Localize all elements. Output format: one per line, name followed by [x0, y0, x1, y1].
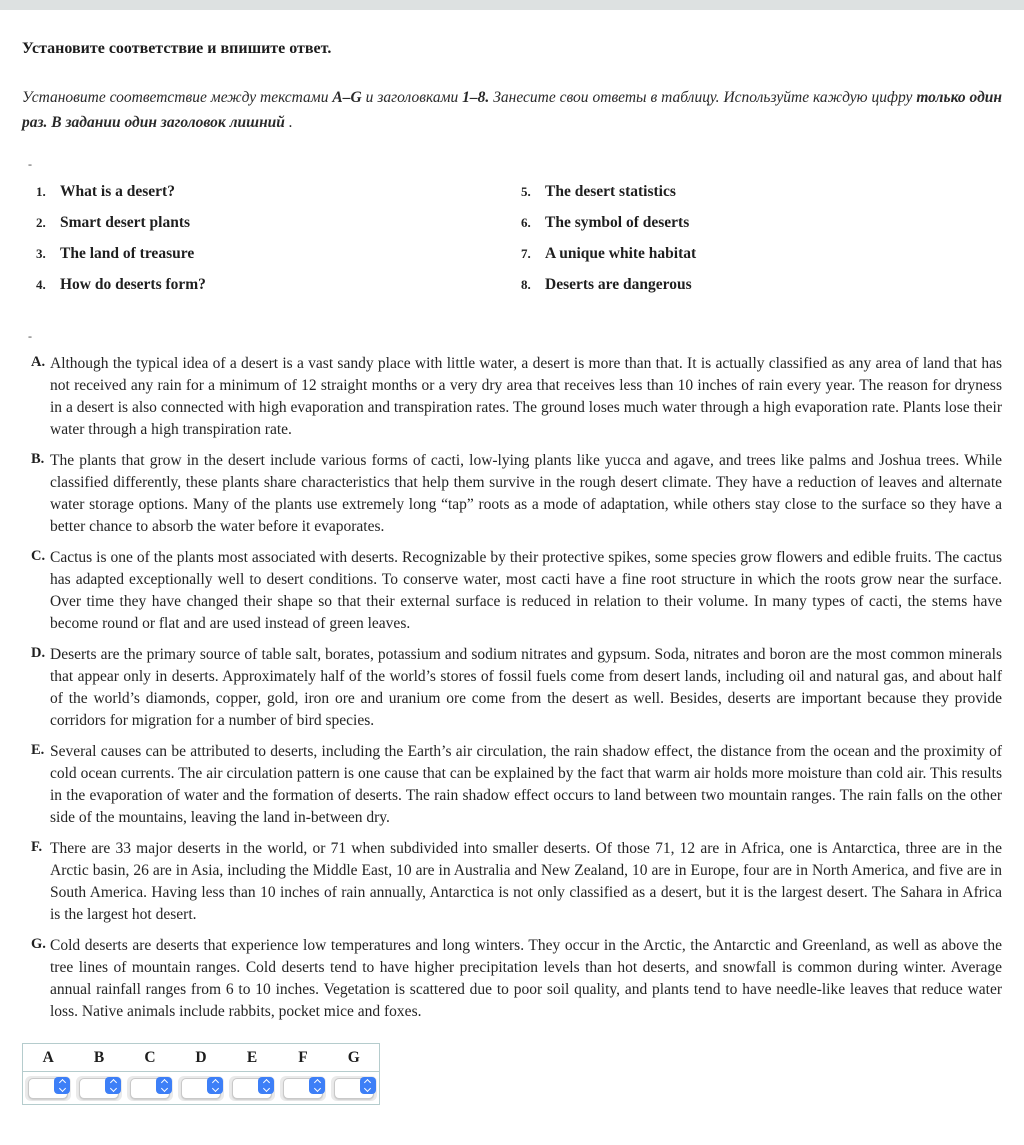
passage-text: Cold deserts are deserts that experience low temperatures and long winters. They occur in the Arctic, the Antarctic and Greenland, as well as above the tree lines of mountain ranges. Cold deserts tend to have higher precipitation levels than hot deserts, and snowfall is common during winter. Average annual rainfall ranges from 6 to 10 inches. Vegetation is scattered due to poor soil quality, and plants tend to have needle-like leaves that reduce water loss. Native animals include rabbits, pocket mice and foxes.	[50, 937, 1002, 1020]
passage-d	[22, 644, 1002, 732]
heading-number: 3.	[36, 246, 46, 261]
passage-label: E.	[31, 742, 45, 758]
chevron-down-icon	[59, 1084, 66, 1091]
instruction-text: и заголовками	[361, 89, 463, 106]
chevron-down-icon	[313, 1084, 320, 1091]
passage-g	[22, 935, 1002, 1023]
headings-list	[22, 183, 1002, 307]
answer-select-c[interactable]	[127, 1076, 173, 1101]
passage-f	[22, 838, 1002, 926]
chevron-down-icon	[160, 1084, 167, 1091]
answer-cell-b	[74, 1072, 125, 1105]
heading-label: The symbol of deserts	[545, 214, 690, 231]
heading-number: 8.	[521, 277, 531, 292]
passage-label: C.	[31, 548, 46, 564]
heading-item-7	[512, 245, 1002, 263]
headings-column-right	[512, 183, 1002, 307]
select-stepper-icon	[105, 1077, 121, 1094]
answer-table	[22, 1043, 380, 1105]
passage-text: The plants that grow in the desert include various forms of cacti, low-lying plants like yucca and agave, and trees like palms and Joshua trees. While classified differently, these plants share characteristics that help them survive in the rough desert climate. They have a reduction of leaves and alternate water storage options. Many of the plants use extremely long “tap” roots as a mode of adaptation, while others stay close to the surface so they have a better chance to absorb the water before it evaporates.	[50, 452, 1002, 535]
passage-label: B.	[31, 451, 45, 467]
answer-select-g[interactable]	[331, 1076, 377, 1101]
heading-number: 4.	[36, 277, 46, 292]
heading-item-3	[22, 245, 512, 263]
instruction-text: Занесите свои ответы в таблицу. Используйте каждую цифру	[489, 89, 917, 106]
answer-table-input-row	[23, 1072, 380, 1105]
select-stepper-icon	[54, 1077, 70, 1094]
passage-c	[22, 547, 1002, 635]
column-header-d: D	[195, 1048, 207, 1066]
answer-select-b[interactable]	[76, 1076, 122, 1101]
heading-label: The land of treasure	[60, 245, 195, 262]
heading-label: Deserts are dangerous	[545, 276, 692, 293]
answer-select-f[interactable]	[280, 1076, 326, 1101]
instruction-bold-note: только один раз. В задании один заголовок лишний	[22, 89, 1002, 131]
column-header-a: A	[42, 1048, 54, 1066]
heading-item-1	[22, 183, 512, 201]
section-marker: -	[28, 329, 32, 343]
instruction-text: Установите соответствие между текстами	[22, 89, 333, 106]
chevron-down-icon	[211, 1084, 218, 1091]
heading-number: 5.	[521, 184, 531, 199]
top-gray-bar	[0, 0, 1024, 10]
section-marker: -	[28, 157, 32, 171]
passage-label: G.	[31, 936, 46, 952]
heading-item-4	[22, 276, 512, 294]
answer-select-e[interactable]	[229, 1076, 275, 1101]
heading-item-2	[22, 214, 512, 232]
passage-a	[22, 353, 1002, 441]
heading-number: 2.	[36, 215, 46, 230]
chevron-down-icon	[109, 1084, 116, 1091]
heading-number: 1.	[36, 184, 46, 199]
passage-text: Deserts are the primary source of table salt, borates, potassium and sodium nitrates and gypsum. Soda, nitrates and boron are the most common minerals that appear only in deserts. Approximately half of the world’s stores of fossil fuels come from desert lands, including oil and natural gas, and about half of the world’s diamonds, copper, gold, iron ore and uranium ore come from the desert as well. Besides, deserts are important because they provide corridors for migration for a number of bird species.	[50, 646, 1002, 729]
select-stepper-icon	[156, 1077, 172, 1094]
heading-label: How do deserts form?	[60, 276, 206, 293]
passage-label: D.	[31, 645, 46, 661]
select-stepper-icon	[360, 1077, 376, 1094]
passage-text: Several causes can be attributed to deserts, including the Earth’s air circulation, the rain shadow effect, the distance from the ocean and the proximity of cold ocean currents. The air circulation pattern is one cause that can be explained by the fact that warm air holds more moisture than cold air. This results in the evaporation of water and the formation of deserts. The rain shadow effect occurs to land between two mountain ranges. The rain falls on the other side of the mountains, leaving the land in-between dry.	[50, 743, 1002, 826]
heading-item-6	[512, 214, 1002, 232]
headings-column-left	[22, 183, 512, 307]
heading-item-5	[512, 183, 1002, 201]
column-header-f: F	[298, 1048, 308, 1066]
column-header-g: G	[347, 1048, 360, 1066]
answer-cell-a	[23, 1072, 74, 1105]
answer-select-a[interactable]	[25, 1076, 71, 1101]
select-stepper-icon	[258, 1077, 274, 1094]
passage-text: Although the typical idea of a desert is a vast sandy place with little water, a desert is more than that. It is actually classified as any area of land that has not received any rain for a minimum of 12 straight months or a very dry area that receives less than 10 inches of rain every year. The reason for dryness in a desert is also connected with high evaporation and transpiration rates. The ground loses much water through a high evaporation rate. Plants lose their water through a high transpiration rate.	[50, 355, 1002, 438]
answer-select-d[interactable]	[178, 1076, 224, 1101]
column-header-b: B	[93, 1048, 105, 1066]
heading-number: 6.	[521, 215, 531, 230]
answer-cell-c	[125, 1072, 176, 1105]
passage-e	[22, 741, 1002, 829]
column-header-e: E	[246, 1048, 258, 1066]
answer-cell-f	[278, 1072, 329, 1105]
heading-label: Smart desert plants	[60, 214, 191, 231]
answer-table-header-row	[23, 1044, 380, 1072]
instruction-text: .	[284, 114, 293, 131]
heading-number: 7.	[521, 246, 531, 261]
chevron-down-icon	[364, 1084, 371, 1091]
task-instructions	[22, 85, 1002, 135]
passage-b	[22, 450, 1002, 538]
heading-label: A unique white habitat	[545, 245, 697, 262]
heading-label: What is a desert?	[60, 183, 175, 200]
passage-label: F.	[31, 839, 43, 855]
passage-text: There are 33 major deserts in the world, or 71 when subdivided into smaller deserts. Of those 71, 12 are in Africa, one is Antarctica, three are in the Arctic basin, 26 are in Asia, including the Middle East, 10 are in Australia and New Zealand, 10 are in Europe, four are in North America, and five are in South America. Having less than 10 inches of rain annually, Antarctica is not only classified as a desert, but it is the largest desert. The Sahara in Africa is the largest hot desert.	[50, 840, 1002, 923]
task-page	[0, 10, 1024, 1145]
select-stepper-icon	[207, 1077, 223, 1094]
passage-text: Cactus is one of the plants most associated with deserts. Recognizable by their protective spikes, some species grow flowers and edible fruits. The cactus has adapted exceptionally well to desert conditions. To conserve water, most cacti have a fine root structure in which the roots grow near the surface. Over time they have changed their shape so that their external surface is reduced in relation to their volume. In many types of cacti, the stems have become round or flat and are used instead of green leaves.	[50, 549, 1002, 632]
heading-item-8	[512, 276, 1002, 294]
page-title: Установите соответствие и впишите ответ.	[22, 40, 332, 57]
answer-cell-d	[176, 1072, 227, 1105]
select-stepper-icon	[309, 1077, 325, 1094]
instruction-bold-range-letters: А–G	[332, 89, 362, 106]
chevron-down-icon	[262, 1084, 269, 1091]
column-header-c: C	[144, 1048, 156, 1066]
answer-cell-e	[227, 1072, 278, 1105]
passage-label: A.	[31, 354, 46, 370]
heading-label: The desert statistics	[545, 183, 676, 200]
answer-cell-g	[329, 1072, 380, 1105]
passages-section	[22, 353, 1002, 1023]
instruction-bold-range-numbers: 1–8.	[462, 89, 490, 106]
